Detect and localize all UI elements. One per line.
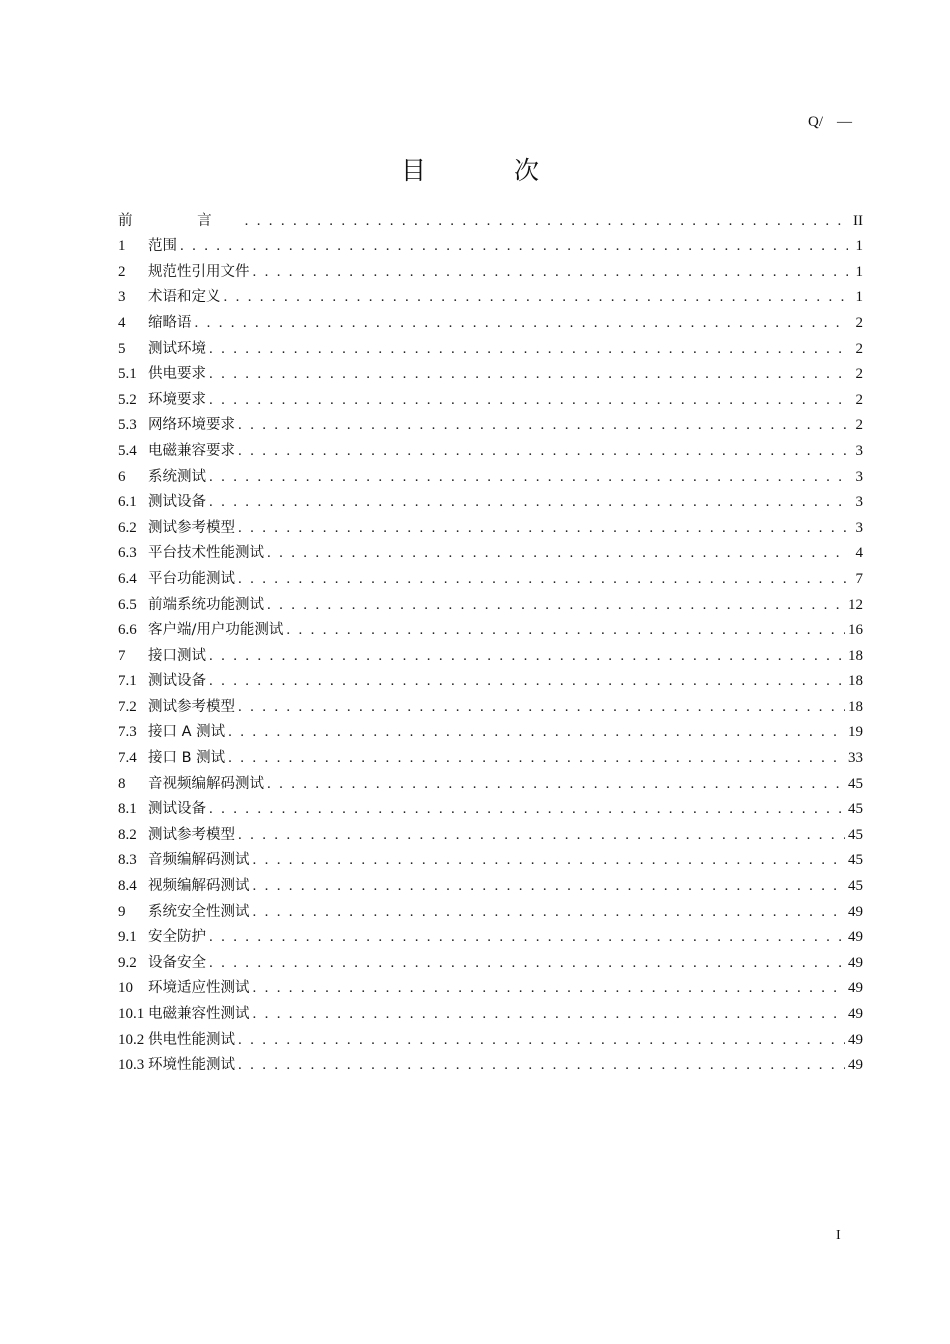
toc-entry-label: 供电要求: [148, 366, 206, 383]
toc-entry-page: 2: [855, 417, 863, 434]
toc-entry[interactable]: [118, 615, 863, 641]
toc-dot-leader: [253, 850, 846, 870]
toc-entry-label: 音频编解码测试: [148, 852, 250, 869]
toc-entry-page: 2: [855, 314, 863, 331]
toc-entry[interactable]: [118, 717, 863, 743]
toc-entry-page: 33: [848, 750, 863, 767]
toc-entry-number: 7: [118, 647, 126, 664]
toc-entry[interactable]: [118, 410, 863, 436]
toc-entry-label: 平台功能测试: [148, 570, 235, 587]
toc-dot-leader: [224, 287, 849, 307]
toc-entry[interactable]: [118, 640, 863, 666]
toc-entry-page: 18: [848, 647, 863, 664]
toc-dot-leader: [245, 211, 848, 231]
toc-entry[interactable]: [118, 538, 863, 564]
toc-entry-page: 2: [855, 391, 863, 408]
toc-dot-leader: [238, 697, 845, 717]
toc-dot-leader: [209, 799, 845, 819]
toc-entry-page: 18: [848, 673, 863, 690]
toc-entry-page: 1: [855, 289, 863, 306]
toc-entry[interactable]: [118, 461, 863, 487]
toc-entry-number: 10.1: [118, 1006, 145, 1022]
toc-dot-leader: [228, 748, 845, 768]
toc-entry-page: 49: [848, 1031, 863, 1048]
toc-entry[interactable]: [118, 231, 863, 257]
toc-dot-leader: [209, 646, 845, 666]
toc-entry-page: 49: [848, 1057, 863, 1074]
toc-entry-label: 系统安全性测试: [148, 903, 250, 920]
toc-entry-number: 6.6: [118, 622, 137, 639]
toc-entry-number: 2: [118, 263, 126, 280]
toc-dot-leader: [253, 1004, 846, 1024]
toc-entry[interactable]: [118, 922, 863, 948]
toc-dot-leader: [267, 595, 845, 615]
toc-dot-leader: [209, 364, 848, 384]
toc-dot-leader: [238, 518, 848, 538]
toc-entry-page: 45: [848, 801, 863, 818]
toc-entry-page: 45: [848, 852, 863, 869]
toc-entry-page: 2: [855, 340, 863, 357]
toc-entry-number: 10: [118, 980, 133, 997]
toc-dot-leader: [238, 825, 845, 845]
toc-entry[interactable]: [118, 947, 863, 973]
toc-entry[interactable]: [118, 205, 863, 231]
toc-entry[interactable]: [118, 307, 863, 333]
toc-entry-number: 6.3: [118, 545, 137, 562]
toc-entry[interactable]: [118, 1050, 863, 1076]
toc-entry-label: 环境性能测试: [148, 1057, 235, 1074]
toc-entry-label: 环境适应性测试: [148, 980, 250, 997]
toc-entry-page: 49: [848, 1006, 863, 1022]
toc-dot-leader: [253, 262, 849, 282]
toc-entry-page: 49: [848, 954, 863, 971]
toc-entry-label: 音视频编解码测试: [148, 775, 264, 792]
toc-entry-number: 8.2: [118, 826, 137, 843]
toc-entry-label: 安全防护: [148, 929, 206, 946]
toc-dot-leader: [209, 671, 845, 691]
toc-entry-number: 3: [118, 289, 126, 306]
toc-entry-number: 8: [118, 775, 126, 792]
toc-entry-page: 12: [848, 596, 863, 613]
toc-entry[interactable]: [118, 487, 863, 513]
toc-entry[interactable]: [118, 973, 863, 999]
toc-dot-leader: [228, 722, 845, 742]
toc-dot-leader: [209, 339, 848, 359]
toc-entry-label: 设备安全: [148, 954, 206, 971]
toc-entry-label: 平台技术性能测试: [148, 545, 264, 562]
toc-dot-leader: [238, 569, 848, 589]
toc-entry[interactable]: [118, 742, 863, 768]
toc-entry-label: 接口测试: [148, 647, 206, 664]
toc-entry-number: 7.1: [118, 673, 137, 690]
toc-entry-label: 测试参考模型: [148, 519, 235, 536]
toc-entry-number: 10.3: [118, 1057, 145, 1074]
toc-entry[interactable]: [118, 768, 863, 794]
toc-entry[interactable]: [118, 512, 863, 538]
toc-entry-label: 前 言: [118, 212, 242, 229]
toc-entry-page: 19: [848, 724, 863, 741]
toc-entry[interactable]: [118, 256, 863, 282]
toc-entry-number: 4: [118, 314, 126, 331]
toc-entry-page: 3: [855, 494, 863, 511]
toc-dot-leader: [267, 774, 845, 794]
toc-entry-label: 术语和定义: [148, 289, 221, 306]
toc-dot-leader: [209, 390, 848, 410]
toc-dot-leader: [267, 543, 848, 563]
toc-entry-page: 16: [848, 622, 863, 639]
toc-entry-page: 3: [855, 442, 863, 459]
toc-dot-leader: [238, 1030, 845, 1050]
toc-entry-number: 6.1: [118, 494, 137, 511]
toc-dot-leader: [195, 313, 849, 333]
toc-entry-number: 7.3: [118, 724, 137, 741]
toc-dot-leader: [209, 953, 845, 973]
toc-entry-page: 1: [855, 263, 863, 280]
toc-entry-label: 前端系统功能测试: [148, 596, 264, 613]
toc-entry-page: 45: [848, 878, 863, 895]
toc-entry[interactable]: [118, 333, 863, 359]
toc-entry-label: 测试环境: [148, 340, 206, 357]
toc-entry[interactable]: [118, 1024, 863, 1050]
toc-entry[interactable]: [118, 691, 863, 717]
toc-entry-number: 9.2: [118, 954, 137, 971]
toc-entry-page: 49: [848, 929, 863, 946]
toc-entry-label: 测试参考模型: [148, 826, 235, 843]
toc-entry-label: 接口 B 测试: [148, 750, 226, 767]
toc-entry-number: 5.2: [118, 391, 137, 408]
toc-entry-label: 测试设备: [148, 494, 206, 511]
toc-entry-page: 7: [855, 570, 863, 587]
document-code-prefix: Q/: [808, 114, 823, 130]
toc-entry-number: 5.3: [118, 417, 137, 434]
toc-entry-label: 规范性引用文件: [148, 263, 250, 280]
toc-entry-page: 49: [848, 903, 863, 920]
toc-entry-number: 8.3: [118, 852, 137, 869]
toc-entry-number: 6.4: [118, 570, 137, 587]
table-of-contents: [118, 205, 863, 1075]
toc-dot-leader: [238, 441, 848, 461]
toc-entry[interactable]: [118, 282, 863, 308]
toc-dot-leader: [238, 415, 848, 435]
toc-entry-number: 6.5: [118, 596, 137, 613]
toc-entry[interactable]: [118, 589, 863, 615]
toc-entry-label: 网络环境要求: [148, 417, 235, 434]
toc-entry-label: 缩略语: [148, 314, 192, 331]
toc-dot-leader: [286, 620, 845, 640]
toc-entry-number: 6.2: [118, 519, 137, 536]
toc-entry-page: 45: [848, 775, 863, 792]
toc-entry[interactable]: [118, 563, 863, 589]
toc-entry-label: 系统测试: [148, 468, 206, 485]
toc-entry-label: 测试设备: [148, 801, 206, 818]
toc-entry-number: 9.1: [118, 929, 137, 946]
toc-entry-number: 7.2: [118, 698, 137, 715]
toc-entry-label: 范围: [148, 238, 177, 255]
toc-dot-leader: [180, 236, 848, 256]
toc-entry-page: 1: [855, 238, 863, 255]
toc-dot-leader: [209, 467, 848, 487]
toc-dot-leader: [253, 902, 846, 922]
toc-entry-label: 电磁兼容性测试: [148, 1006, 250, 1022]
toc-entry-page: 3: [855, 519, 863, 536]
toc-entry[interactable]: [118, 998, 863, 1024]
toc-entry-page: 45: [848, 826, 863, 843]
toc-entry-label: 环境要求: [148, 391, 206, 408]
toc-entry-number: 6: [118, 468, 126, 485]
toc-entry[interactable]: [118, 794, 863, 820]
toc-entry[interactable]: [118, 666, 863, 692]
toc-entry-page: 2: [855, 366, 863, 383]
toc-entry-label: 接口 A 测试: [148, 724, 226, 741]
toc-dot-leader: [209, 492, 848, 512]
toc-entry-number: 5: [118, 340, 126, 357]
toc-entry-number: 1: [118, 238, 126, 255]
document-code: [808, 114, 852, 131]
page-number: I: [836, 1228, 841, 1243]
toc-entry-page: 3: [855, 468, 863, 485]
toc-dot-leader: [253, 978, 846, 998]
toc-title: 目 次: [401, 156, 579, 185]
toc-entry-number: 9: [118, 903, 126, 920]
toc-entry-page: 49: [848, 980, 863, 997]
toc-entry-label: 测试设备: [148, 673, 206, 690]
toc-entry-number: 8.4: [118, 878, 137, 895]
toc-entry-number: 10.2: [118, 1031, 145, 1048]
toc-entry-page: 4: [855, 545, 863, 562]
toc-dot-leader: [238, 1055, 845, 1075]
document-code-separator: —: [837, 114, 852, 130]
toc-entry[interactable]: [118, 384, 863, 410]
toc-entry-number: 7.4: [118, 750, 137, 767]
toc-entry[interactable]: [118, 870, 863, 896]
toc-entry-number: 5.1: [118, 366, 137, 383]
toc-entry[interactable]: [118, 896, 863, 922]
toc-entry[interactable]: [118, 435, 863, 461]
toc-entry-label: 客户端/用户功能测试: [148, 622, 284, 639]
toc-entry-page: II: [853, 212, 863, 229]
toc-dot-leader: [253, 876, 846, 896]
toc-entry-page: 18: [848, 698, 863, 715]
toc-entry-label: 供电性能测试: [148, 1031, 235, 1048]
toc-entry-label: 测试参考模型: [148, 698, 235, 715]
toc-entry-label: 视频编解码测试: [148, 878, 250, 895]
toc-entry-number: 5.4: [118, 442, 137, 459]
toc-entry[interactable]: [118, 845, 863, 871]
toc-entry[interactable]: [118, 819, 863, 845]
toc-dot-leader: [209, 927, 845, 947]
toc-entry-number: 8.1: [118, 801, 137, 818]
toc-entry-label: 电磁兼容要求: [148, 442, 235, 459]
toc-entry[interactable]: [118, 359, 863, 385]
